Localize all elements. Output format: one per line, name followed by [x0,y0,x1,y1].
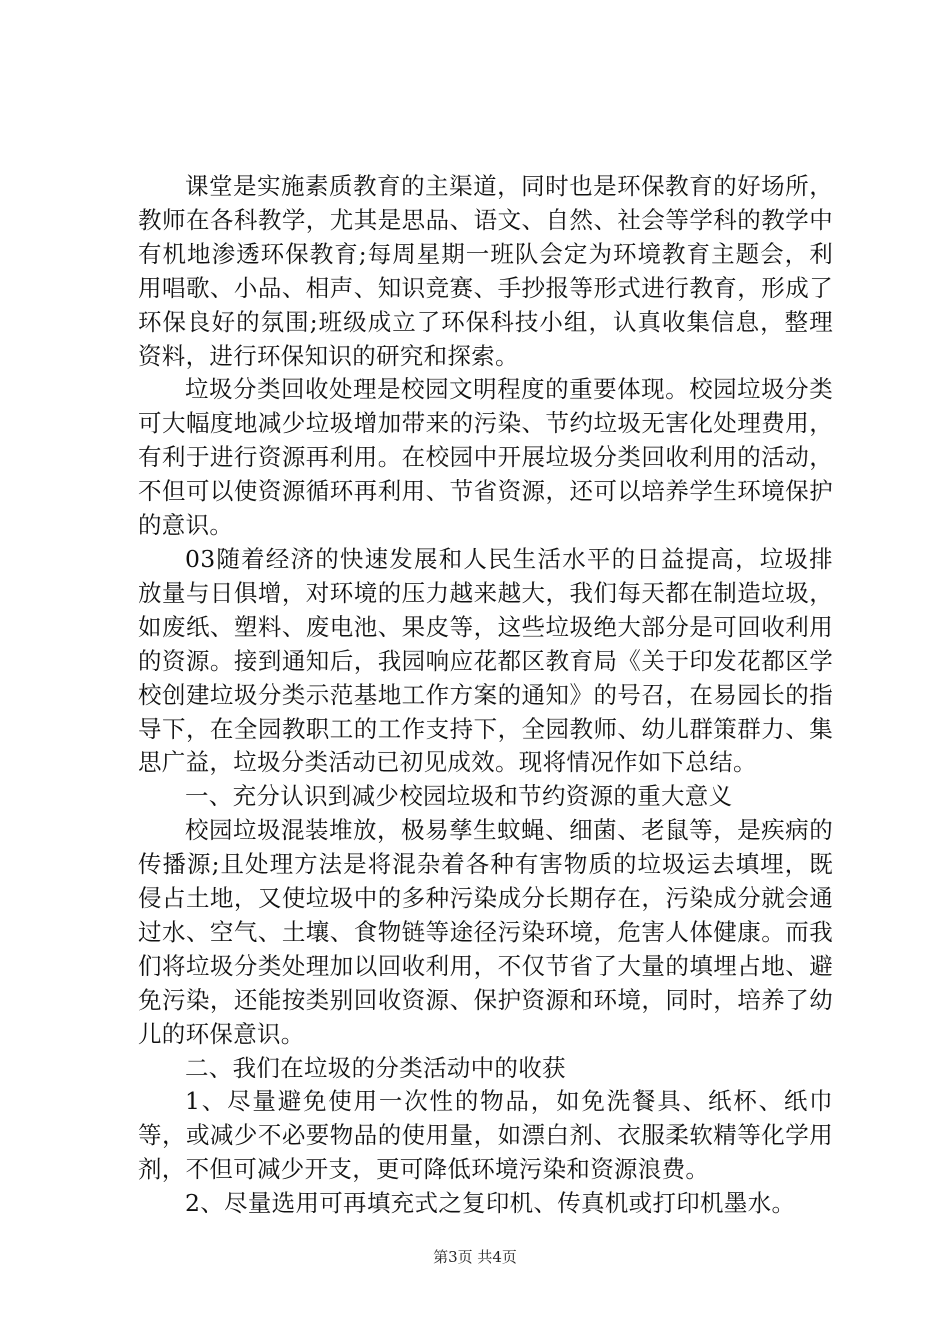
paragraph-classroom-education: 课堂是实施素质教育的主渠道，同时也是环保教育的好场所，教师在各科教学，尤其是思品、语文、自然、社会等学科的教学中有机地渗透环保教育;每周星期一班队会定为环境教育主题会，利用唱歌、小品、相声、知识竞赛、手抄报等形式进行教育，形成了环保良好的氛围;班级成立了环保科技小组，认真收集信息，整理资料，进行环保知识的研究和探索。 [138,172,833,370]
list-item-2: 2、尽量选用可再填充式之复印机、传真机或打印机墨水。 [185,1189,796,1218]
paragraph-garbage-sorting-importance: 垃圾分类回收处理是校园文明程度的重要体现。校园垃圾分类可大幅度地减少垃圾增加带来的污染、节约垃圾无害化处理费用，有利于进行资源再利用。在校园中开展垃圾分类回收利用的活动，不但可以使资源循环再利用、节省资源，还可以培养学生环境保护的意识。 [138,375,833,540]
section-heading-1: 一、充分认识到减少校园垃圾和节约资源的重大意义 [185,782,733,811]
paragraph-significance: 校园垃圾混装堆放，极易孳生蚊蝇、细菌、老鼠等，是疾病的传播源;且处理方法是将混杂着各种有害物质的垃圾运去填埋，既侵占土地，又使垃圾中的多种污染成分长期存在，污染成分就会通过水、空气、土壤、食物链等途径污染环境，危害人体健康。而我们将垃圾分类处理加以回收利用，不仅节省了大量的填埋占地、避免污染，还能按类别回收资源、保护资源和环境，同时，培养了幼儿的环保意识。 [138,816,833,1048]
paragraph-background-summary: 03随着经济的快速发展和人民生活水平的日益提高，垃圾排放量与日俱增，对环境的压力越来越大，我们每天都在制造垃圾，如废纸、塑料、废电池、果皮等，这些垃圾绝大部分是可回收利用的资源。接到通知后，我园响应花都区教育局《关于印发花都区学校创建垃圾分类示范基地工作方案的通知》的号召，在易园长的指导下，在全园教职工的工作支持下，全园教师、幼儿群策群力、集思广益，垃圾分类活动已初见成效。现将情况作如下总结。 [138,544,833,777]
document-body [138,170,833,1221]
page-number-footer: 第3页 共4页 [433,1248,517,1266]
section-heading-2: 二、我们在垃圾的分类活动中的收获 [185,1053,566,1082]
list-item-1: 1、尽量避免使用一次性的物品，如免洗餐具、纸杯、纸巾等，或减少不必要物品的使用量，如漂白剂、衣服柔软精等化学用剂，不但可减少开支，更可降低环境污染和资源浪费。 [138,1087,833,1184]
